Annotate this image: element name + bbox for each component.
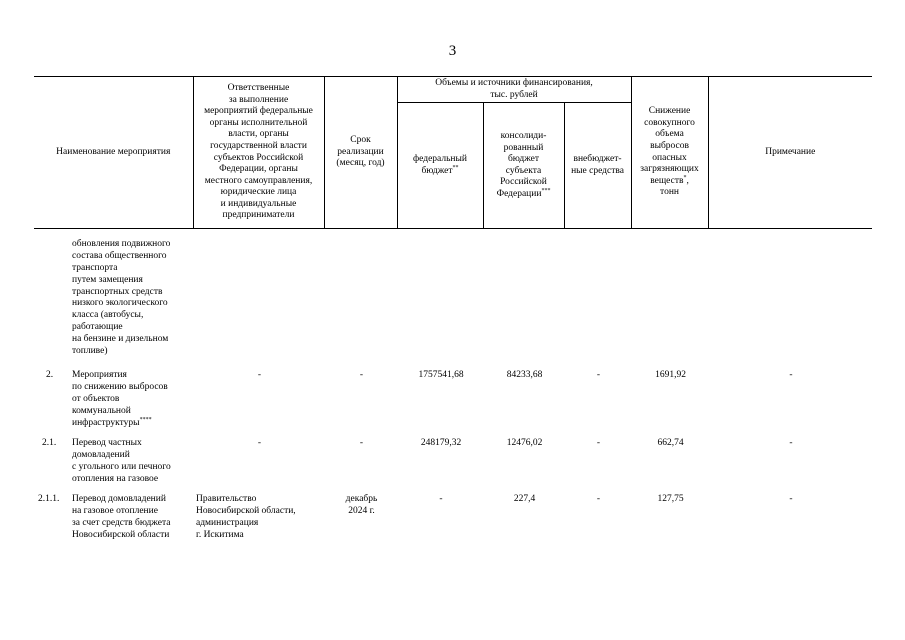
- row-1-regional: 84233,68: [506, 370, 543, 380]
- row-3-term: декабрь 2024 г.: [345, 494, 378, 516]
- row-2-reduction: 662,74: [657, 438, 684, 448]
- header-reduction-text: Снижение совокупного объема выбросов опасных загрязняющих веществ: [640, 106, 699, 186]
- header-regional-mark: ***: [541, 187, 551, 194]
- header-reduction-unit: , тонн: [660, 175, 689, 198]
- page-number: 3: [448, 43, 457, 59]
- row-1-responsible: -: [257, 370, 262, 380]
- row-0-name: обновления подвижного состава общественного транспорта путем замещения транспортных средств низкого экологического класса (автобусы, работающие на бензине и дизельном топливе): [72, 239, 171, 356]
- row-2-note: -: [789, 438, 793, 448]
- header-federal-text: федеральный бюджет: [413, 154, 467, 176]
- header-reduction-mark: *: [683, 174, 687, 181]
- row-3-num: 2.1.1.: [38, 494, 60, 504]
- row-2-term: -: [359, 438, 364, 448]
- row-1-note: -: [789, 370, 793, 380]
- row-1-extra: -: [596, 370, 601, 380]
- row-1-name: [72, 370, 168, 429]
- row-2-regional: 12476,02: [506, 438, 543, 448]
- row-2-federal: 248179,32: [420, 438, 462, 448]
- row-3-extra: -: [596, 494, 601, 504]
- row-2-responsible: -: [257, 438, 262, 448]
- row-3-reduction: 127,75: [657, 494, 684, 504]
- header-note: Примечание: [708, 77, 872, 229]
- row-1-reduction: 1691,92: [655, 370, 686, 380]
- header-regional: [483, 103, 564, 229]
- row-1-name-mark: ****: [139, 416, 152, 423]
- row-3-note: -: [789, 494, 793, 504]
- row-2-num: 2.1.: [42, 438, 57, 448]
- row-1-num: 2.: [46, 370, 54, 380]
- row-3-regional: 227,4: [513, 494, 536, 504]
- row-1-name-text: Мероприятия по снижению выбросов от объектов коммунальной инфраструктуры: [72, 370, 168, 428]
- table-header: [34, 76, 872, 229]
- row-2-extra: -: [596, 438, 601, 448]
- header-funding: Объемы и источники финансирования, тыс. рублей: [397, 77, 631, 103]
- header-federal-mark: **: [452, 164, 459, 171]
- header-federal: [397, 103, 483, 229]
- header-reduction: [631, 77, 708, 229]
- header-term: Срок реализации (месяц, год): [324, 77, 397, 229]
- header-responsible: Ответственные за выполнение мероприятий федеральные органы исполнительной власти, органы государственной власти субъектов Российской Федерации, органы местного самоуправления, юридические лица и индивидуальные предприниматели: [193, 77, 324, 229]
- header-name: Наименование мероприятия: [34, 77, 193, 229]
- row-1-term: -: [359, 370, 364, 380]
- row-2-name: Перевод частных домовладений с угольного или печного отопления на газовое: [72, 438, 171, 484]
- row-3-name: Перевод домовладений на газовое отопление за счет средств бюджета Новосибирской области: [72, 494, 171, 540]
- row-3-federal: -: [439, 494, 443, 504]
- row-3-responsible: Правительство Новосибирской области, администрация г. Искитима: [196, 494, 296, 540]
- row-1-federal: 1757541,68: [418, 370, 464, 380]
- header-regional-text: консолиди- рованный бюджет субъекта Российской Федерации: [496, 130, 547, 199]
- header-extra: внебюджет- ные средства: [564, 103, 631, 229]
